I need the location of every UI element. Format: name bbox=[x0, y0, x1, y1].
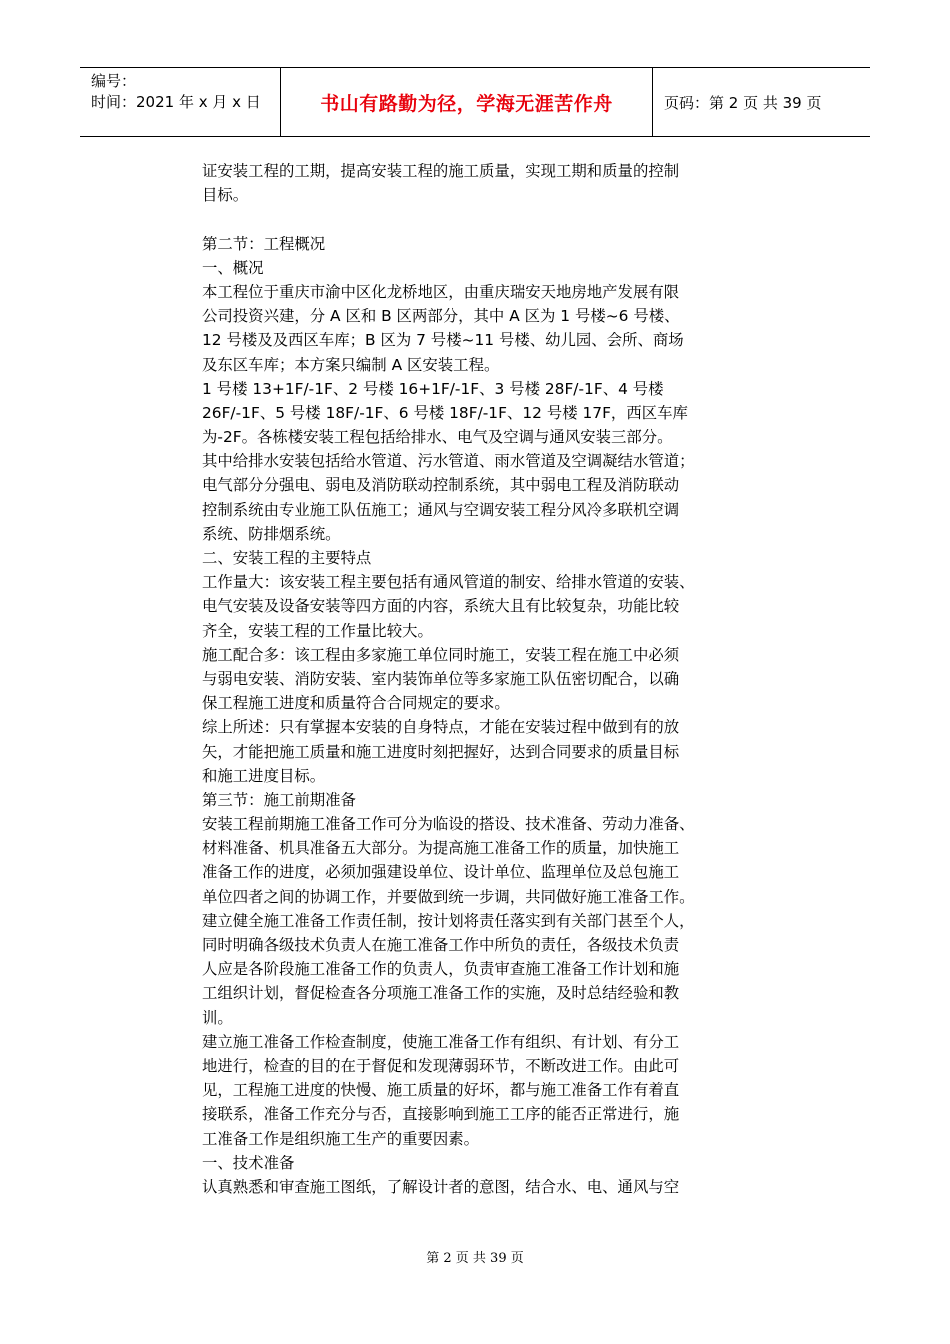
body-line: 矢，才能把施工质量和施工进度时刻把握好，达到合同要求的质量目标 bbox=[202, 742, 680, 761]
footer-page-number: 第 2 页 共 39 页 bbox=[426, 1251, 524, 1266]
body-line: 1 号楼 13+1F/-1F、2 号楼 16+1F/-1F、3 号楼 28F/-1F、4 号楼 bbox=[202, 379, 664, 398]
body-line: 二、安装工程的主要特点 bbox=[202, 549, 372, 567]
body-line: 其中给排水安装包括给水管道、污水管道、雨水管道及空调凝结水管道； bbox=[202, 452, 695, 471]
body-line: 建立施工准备工作检查制度，使施工准备工作有组织、有计划、有分工 bbox=[202, 1032, 680, 1051]
body-line: 地进行，检查的目的在于督促和发现薄弱环节，不断改进工作。由此可 bbox=[202, 1056, 680, 1075]
body-line: 一、概况 bbox=[202, 258, 264, 277]
time-label: 时间：2021 年 x 月 x 日 bbox=[91, 93, 261, 111]
body-line: 第二节：工程概况 bbox=[202, 234, 326, 253]
body-line: 工作量大：该安装工程主要包括有通风管道的制安、给排水管道的安装、 bbox=[202, 573, 695, 592]
body-line: 为-2F。各栋楼安装工程包括给排水、电气及空调与通风安装三部分。 bbox=[202, 428, 673, 447]
blank-line bbox=[202, 207, 762, 231]
body-line: 电气安装及设备安装等四方面的内容，系统大且有比较复杂，功能比较 bbox=[202, 597, 680, 616]
body-line: 安装工程前期施工准备工作可分为临设的搭设、技术准备、劳动力准备、 bbox=[202, 815, 695, 834]
document-body bbox=[202, 159, 762, 1199]
header-meta-cell bbox=[80, 68, 281, 136]
body-line: 单位四者之间的协调工作，并要做到统一步调，共同做好施工准备工作。 bbox=[202, 887, 695, 906]
code-label: 编号： bbox=[91, 72, 137, 90]
body-line: 工组织计划，督促检查各分项施工准备工作的实施，及时总结经验和教 bbox=[202, 984, 680, 1003]
body-line: 建立健全施工准备工作责任制，按计划将责任落实到有关部门甚至个人， bbox=[202, 911, 695, 930]
body-line: 人应是各阶段施工准备工作的负责人，负责审查施工准备工作计划和施 bbox=[202, 960, 680, 979]
body-line: 及东区车库；本方案只编制 A 区安装工程。 bbox=[202, 355, 500, 374]
body-line: 同时明确各级技术负责人在施工准备工作中所负的责任，各级技术负责 bbox=[202, 936, 680, 954]
motto-text: 书山有路勤为径，学海无涯苦作舟 bbox=[320, 92, 613, 115]
page-info: 页码：第 2 页 共 39 页 bbox=[664, 93, 822, 112]
header-page-cell bbox=[653, 68, 870, 136]
body-line: 公司投资兴建，分 A 区和 B 区两部分，其中 A 区为 1 号楼~6 号楼、 bbox=[202, 307, 680, 326]
body-line: 齐全，安装工程的工作量比较大。 bbox=[202, 621, 433, 640]
body-line: 第三节：施工前期准备 bbox=[202, 790, 356, 809]
body-line: 见，工程施工进度的快慢、施工质量的好坏，都与施工准备工作有着直 bbox=[202, 1081, 680, 1100]
header-motto-cell bbox=[281, 68, 653, 136]
body-line: 与弱电安装、消防安装、室内装饰单位等多家施工队伍密切配合，以确 bbox=[202, 669, 680, 688]
body-line: 训。 bbox=[202, 1008, 233, 1027]
body-line: 证安装工程的工期，提高安装工程的施工质量，实现工期和质量的控制 bbox=[202, 162, 680, 180]
body-line: 施工配合多：该工程由多家施工单位同时施工，安装工程在施工中必须 bbox=[202, 645, 680, 664]
body-line: 目标。 bbox=[202, 186, 249, 205]
body-line: 工准备工作是组织施工生产的重要因素。 bbox=[202, 1129, 480, 1148]
body-line: 综上所述：只有掌握本安装的自身特点，才能在安装过程中做到有的放 bbox=[202, 718, 680, 737]
body-line: 接联系，准备工作充分与否，直接影响到施工工序的能否正常进行，施 bbox=[202, 1105, 680, 1124]
body-line: 系统、防排烟系统。 bbox=[202, 524, 341, 543]
body-line: 认真熟悉和审查施工图纸，了解设计者的意图，结合水、电、通风与空 bbox=[202, 1177, 680, 1196]
body-line: 材料准备、机具准备五大部分。为提高施工准备工作的质量，加快施工 bbox=[202, 839, 680, 858]
body-line: 一、技术准备 bbox=[202, 1153, 295, 1172]
body-line: 和施工进度目标。 bbox=[202, 766, 326, 785]
body-line: 12 号楼及及西区车库；B 区为 7 号楼~11 号楼、幼儿园、会所、商场 bbox=[202, 331, 684, 350]
body-line: 电气部分分强电、弱电及消防联动控制系统，其中弱电工程及消防联动 bbox=[202, 476, 680, 495]
body-line: 保工程施工进度和质量符合合同规定的要求。 bbox=[202, 694, 510, 713]
body-line: 26F/-1F、5 号楼 18F/-1F、6 号楼 18F/-1F、12 号楼 17F，西区车库 bbox=[202, 403, 688, 422]
body-line: 控制系统由专业施工队伍施工；通风与空调安装工程分风冷多联机空调 bbox=[202, 500, 680, 519]
body-line: 本工程位于重庆市渝中区化龙桥地区，由重庆瑞安天地房地产发展有限 bbox=[202, 282, 680, 301]
page-header bbox=[80, 67, 870, 137]
body-line: 准备工作的进度，必须加强建设单位、设计单位、监理单位及总包施工 bbox=[202, 863, 680, 882]
page-footer bbox=[0, 1247, 950, 1266]
